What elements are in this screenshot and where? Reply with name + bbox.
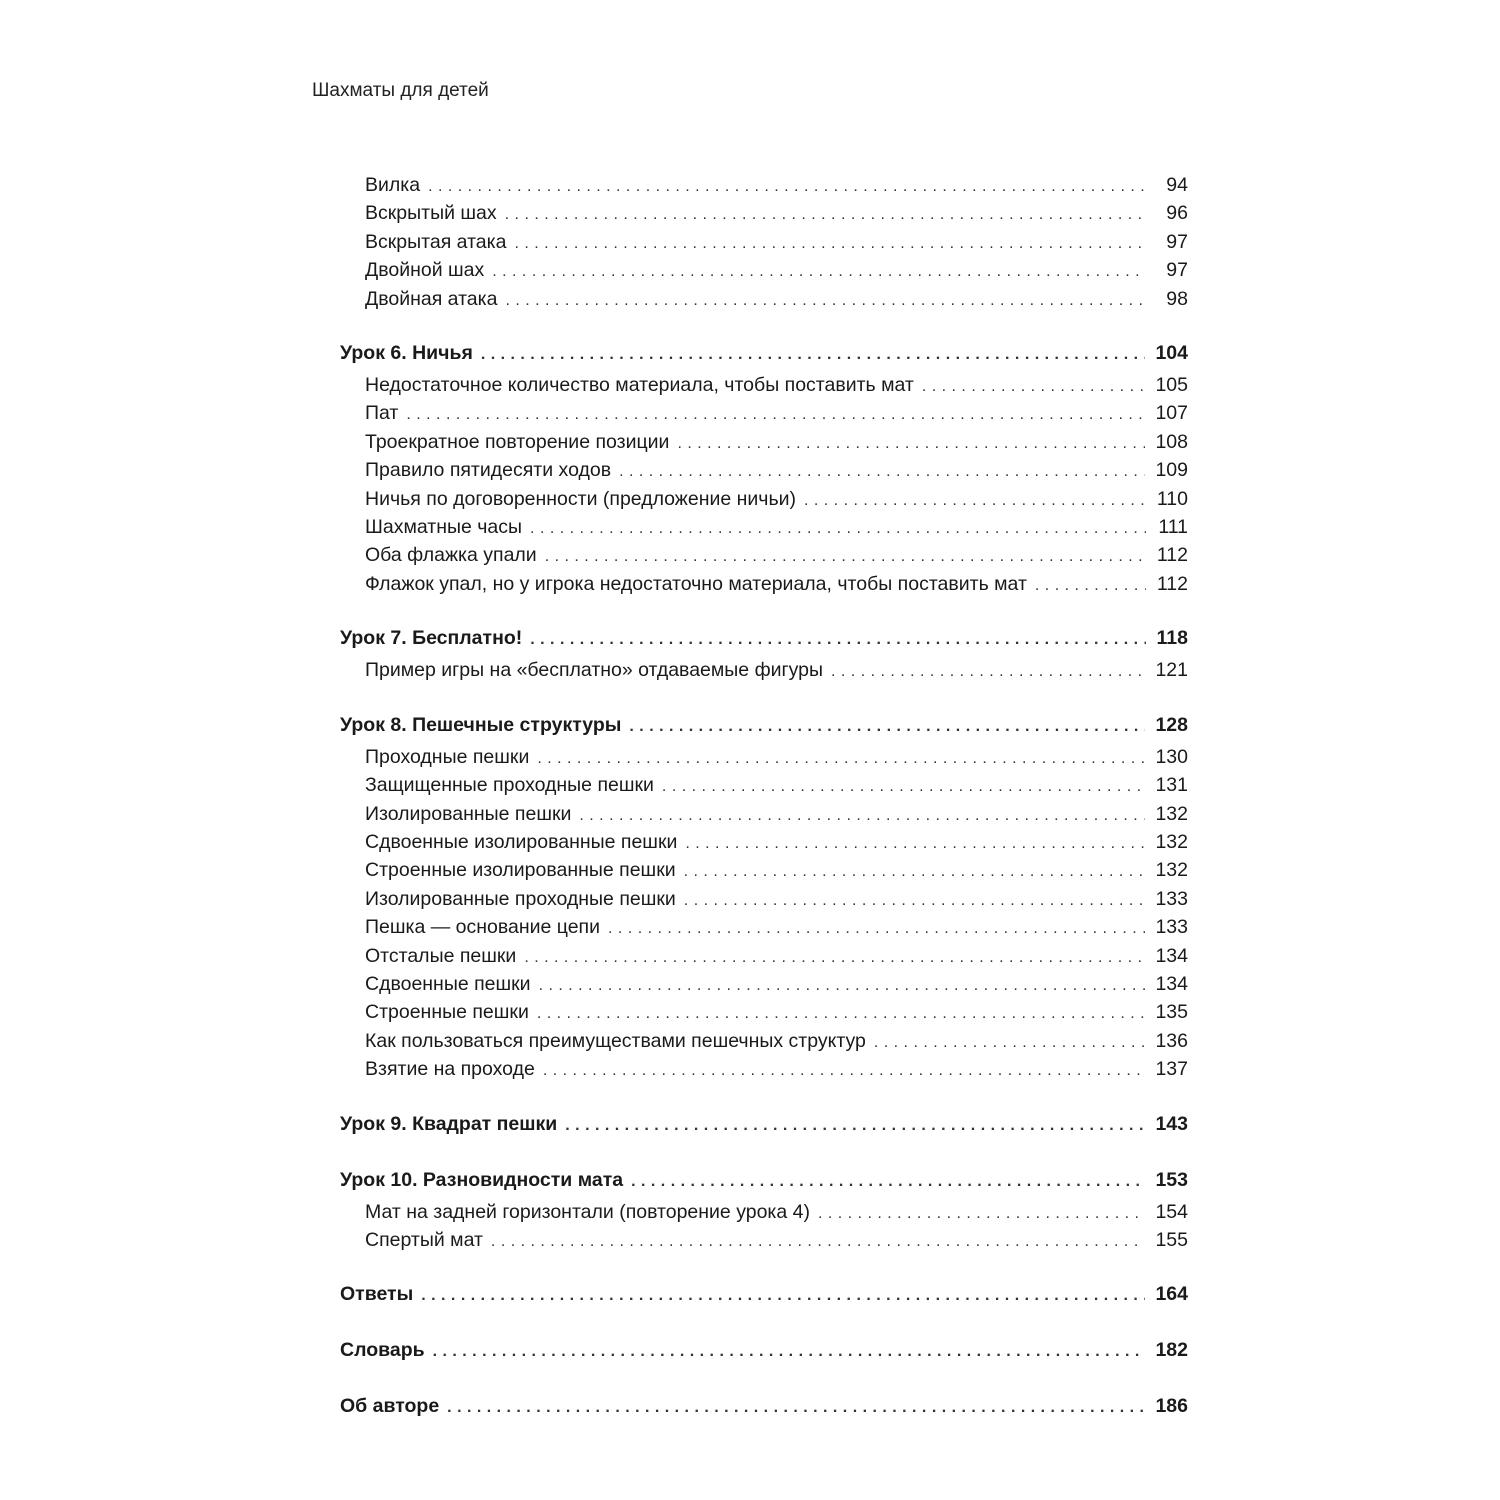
toc-page-number: 94 <box>1166 174 1188 196</box>
toc-entry[interactable] <box>340 744 1188 772</box>
toc-entry-title: Троекратное повторение позиции <box>365 430 670 453</box>
toc-entry[interactable] <box>340 943 1188 971</box>
toc-section <box>340 1335 1188 1367</box>
toc-entry[interactable] <box>340 571 1188 599</box>
toc-entry-title: Вилка <box>365 174 421 196</box>
toc-entry[interactable] <box>340 172 1188 200</box>
toc-page-number: 135 <box>1155 1001 1188 1024</box>
running-head: Шахматы для детей <box>312 80 489 101</box>
dot-leader <box>662 774 1146 800</box>
table-of-contents <box>340 172 1188 1447</box>
toc-entry[interactable] <box>340 914 1188 942</box>
dot-leader <box>514 231 1146 257</box>
toc-page-number: 137 <box>1155 1058 1188 1081</box>
dot-leader <box>524 945 1145 971</box>
toc-entry[interactable] <box>340 829 1188 857</box>
toc-entry-title: Словарь <box>340 1339 425 1362</box>
toc-entry-title: Проходные пешки <box>365 745 530 768</box>
toc-entry-title: Мат на задней горизонтали (повторение урока 4) <box>365 1200 810 1223</box>
dot-leader <box>537 1001 1146 1027</box>
toc-page-number: 143 <box>1155 1112 1188 1135</box>
toc-page-number: 130 <box>1155 745 1188 768</box>
toc-page-number: 108 <box>1155 430 1188 453</box>
toc-section <box>340 1165 1188 1256</box>
dot-leader <box>874 1030 1146 1056</box>
toc-entry-title: Строенные пешки <box>365 1001 529 1024</box>
dot-leader <box>491 1229 1146 1255</box>
toc-page-number: 134 <box>1155 944 1188 967</box>
toc-section <box>340 623 1188 685</box>
toc-page-number: 112 <box>1156 544 1188 567</box>
toc-entry-title: Вскрытый шах <box>365 202 497 225</box>
toc-entry[interactable] <box>340 429 1188 457</box>
toc-chapter-entry[interactable] <box>340 1165 1188 1197</box>
dot-leader <box>537 746 1145 772</box>
toc-page-number: 112 <box>1156 572 1188 595</box>
toc-entry-title: Строенные изолированные пешки <box>365 859 676 882</box>
toc-entry-title: Сдвоенные пешки <box>365 972 531 995</box>
dot-leader <box>1035 573 1146 599</box>
dot-leader <box>406 402 1145 428</box>
dot-leader <box>684 888 1146 914</box>
toc-page-number: 155 <box>1155 1228 1188 1251</box>
toc-entry-title: Урок 7. Бесплатно! <box>340 627 523 650</box>
toc-entry-title: Защищенные проходные пешки <box>365 774 654 797</box>
toc-entry-title: Урок 10. Разновидности мата <box>340 1168 624 1191</box>
toc-page-number: 98 <box>1166 287 1188 310</box>
toc-entry-title: Спертый мат <box>365 1228 483 1251</box>
toc-entry-title: Урок 9. Квадрат пешки <box>340 1112 558 1135</box>
dot-leader <box>818 1201 1145 1227</box>
toc-entry-title: Взятие на проходе <box>365 1058 535 1081</box>
toc-page-number: 97 <box>1166 259 1188 282</box>
dot-leader <box>505 202 1146 228</box>
dot-leader <box>677 431 1145 457</box>
toc-entry-title: Изолированные проходные пешки <box>365 887 676 910</box>
dot-leader <box>428 174 1146 200</box>
toc-chapter-entry[interactable] <box>340 1109 1188 1141</box>
dot-leader <box>481 340 1146 370</box>
toc-page-number: 121 <box>1155 659 1188 682</box>
toc-page-number: 182 <box>1155 1339 1188 1362</box>
toc-entry-title: Пешка — основание цепи <box>365 916 601 939</box>
toc-page-number: 154 <box>1155 1200 1188 1223</box>
toc-section <box>340 338 1188 599</box>
toc-entry-title: Как пользоваться преимуществами пешечных структур <box>365 1029 866 1052</box>
dot-leader <box>433 1337 1146 1367</box>
toc-page-number: 132 <box>1155 859 1188 882</box>
toc-entry-title: Флажок упал, но у игрока недостаточно материала, чтобы поставить мат <box>365 572 1027 595</box>
toc-page-number: 128 <box>1155 713 1188 736</box>
toc-entry[interactable] <box>340 486 1188 514</box>
dot-leader <box>631 1167 1145 1197</box>
toc-entry[interactable] <box>340 372 1188 400</box>
toc-page-number: 132 <box>1155 830 1188 853</box>
toc-entry[interactable] <box>340 400 1188 428</box>
toc-entry[interactable] <box>340 229 1188 257</box>
dot-leader <box>530 516 1146 542</box>
toc-entry[interactable] <box>340 772 1188 800</box>
toc-page-number: 109 <box>1155 459 1188 482</box>
toc-entry-title: Ничья по договоренности (предложение ничьи) <box>365 487 796 510</box>
toc-entry[interactable] <box>340 200 1188 228</box>
toc-page-number: 186 <box>1155 1395 1188 1418</box>
dot-leader <box>492 259 1146 285</box>
dot-leader <box>922 374 1146 400</box>
toc-chapter-entry[interactable] <box>340 1335 1188 1367</box>
toc-entry-title: Об авторе <box>340 1395 440 1418</box>
toc-entry[interactable] <box>340 886 1188 914</box>
toc-section <box>340 710 1188 1085</box>
toc-page-number: 134 <box>1155 972 1188 995</box>
toc-page-number: 110 <box>1156 487 1188 510</box>
toc-page-number: 153 <box>1155 1168 1188 1191</box>
toc-chapter-entry[interactable] <box>340 623 1188 655</box>
dot-leader <box>421 1281 1145 1311</box>
dot-leader <box>539 973 1146 999</box>
toc-entry[interactable] <box>340 1028 1188 1056</box>
dot-leader <box>685 831 1145 857</box>
toc-chapter-entry[interactable] <box>340 338 1188 370</box>
dot-leader <box>545 544 1146 570</box>
toc-entry[interactable] <box>340 542 1188 570</box>
toc-entry[interactable] <box>340 286 1188 314</box>
toc-entry-title: Сдвоенные изолированные пешки <box>365 830 678 853</box>
toc-entry-title: Отсталые пешки <box>365 944 517 967</box>
toc-entry[interactable] <box>340 457 1188 485</box>
toc-chapter-entry[interactable] <box>340 1279 1188 1311</box>
toc-entry-title: Урок 8. Пешечные структуры <box>340 713 622 736</box>
toc-page-number: 105 <box>1155 374 1188 397</box>
dot-leader <box>804 488 1146 514</box>
toc-page-number: 96 <box>1166 202 1188 225</box>
toc-page-number: 133 <box>1155 916 1188 939</box>
toc-page-number: 132 <box>1155 802 1188 825</box>
toc-chapter-entry[interactable] <box>340 710 1188 742</box>
toc-page-number: 131 <box>1155 774 1188 797</box>
toc-entry[interactable] <box>340 514 1188 542</box>
toc-entry-title: Правило пятидесяти ходов <box>365 459 612 482</box>
dot-leader <box>505 288 1146 314</box>
toc-entry-title: Изолированные пешки <box>365 802 572 825</box>
toc-page-number: 97 <box>1166 230 1188 253</box>
dot-leader <box>619 459 1145 485</box>
dot-leader <box>579 803 1145 829</box>
dot-leader <box>608 916 1145 942</box>
toc-section <box>340 1279 1188 1311</box>
toc-section <box>340 172 1188 314</box>
dot-leader <box>831 659 1145 685</box>
toc-entry-title: Двойной шах <box>365 259 485 282</box>
toc-page-number: 111 <box>1158 516 1188 539</box>
toc-page-number: 136 <box>1155 1029 1188 1052</box>
toc-entry[interactable] <box>340 801 1188 829</box>
toc-entry-title: Ответы <box>340 1283 414 1306</box>
dot-leader <box>543 1058 1146 1084</box>
toc-page-number: 118 <box>1156 627 1188 650</box>
toc-page-number: 104 <box>1155 342 1188 365</box>
toc-entry[interactable] <box>340 1227 1188 1255</box>
toc-page-number: 133 <box>1155 887 1188 910</box>
toc-section <box>340 1391 1188 1423</box>
toc-entry-title: Двойная атака <box>365 287 498 310</box>
toc-entry[interactable] <box>340 257 1188 285</box>
toc-entry[interactable] <box>340 999 1188 1027</box>
toc-entry[interactable] <box>340 857 1188 885</box>
toc-entry[interactable] <box>340 657 1188 685</box>
toc-entry-title: Недостаточное количество материала, чтобы поставить мат <box>365 374 914 397</box>
toc-chapter-entry[interactable] <box>340 1391 1188 1423</box>
toc-entry-title: Пример игры на «бесплатно» отдаваемые фигуры <box>365 659 824 682</box>
toc-page-number: 107 <box>1155 402 1188 425</box>
toc-entry-title: Вскрытая атака <box>365 230 507 253</box>
toc-entry[interactable] <box>340 971 1188 999</box>
toc-section <box>340 1109 1188 1141</box>
dot-leader <box>530 625 1146 655</box>
toc-entry[interactable] <box>340 1199 1188 1227</box>
toc-page-number: 164 <box>1155 1283 1188 1306</box>
toc-entry-title: Шахматные часы <box>365 516 523 539</box>
toc-entry-title: Пат <box>365 402 399 425</box>
toc-entry-title: Урок 6. Ничья <box>340 342 473 365</box>
dot-leader <box>565 1111 1145 1141</box>
toc-entry-title: Оба флажка упали <box>365 544 537 567</box>
toc-entry[interactable] <box>340 1056 1188 1084</box>
dot-leader <box>447 1393 1145 1423</box>
dot-leader <box>629 712 1145 742</box>
dot-leader <box>684 859 1146 885</box>
